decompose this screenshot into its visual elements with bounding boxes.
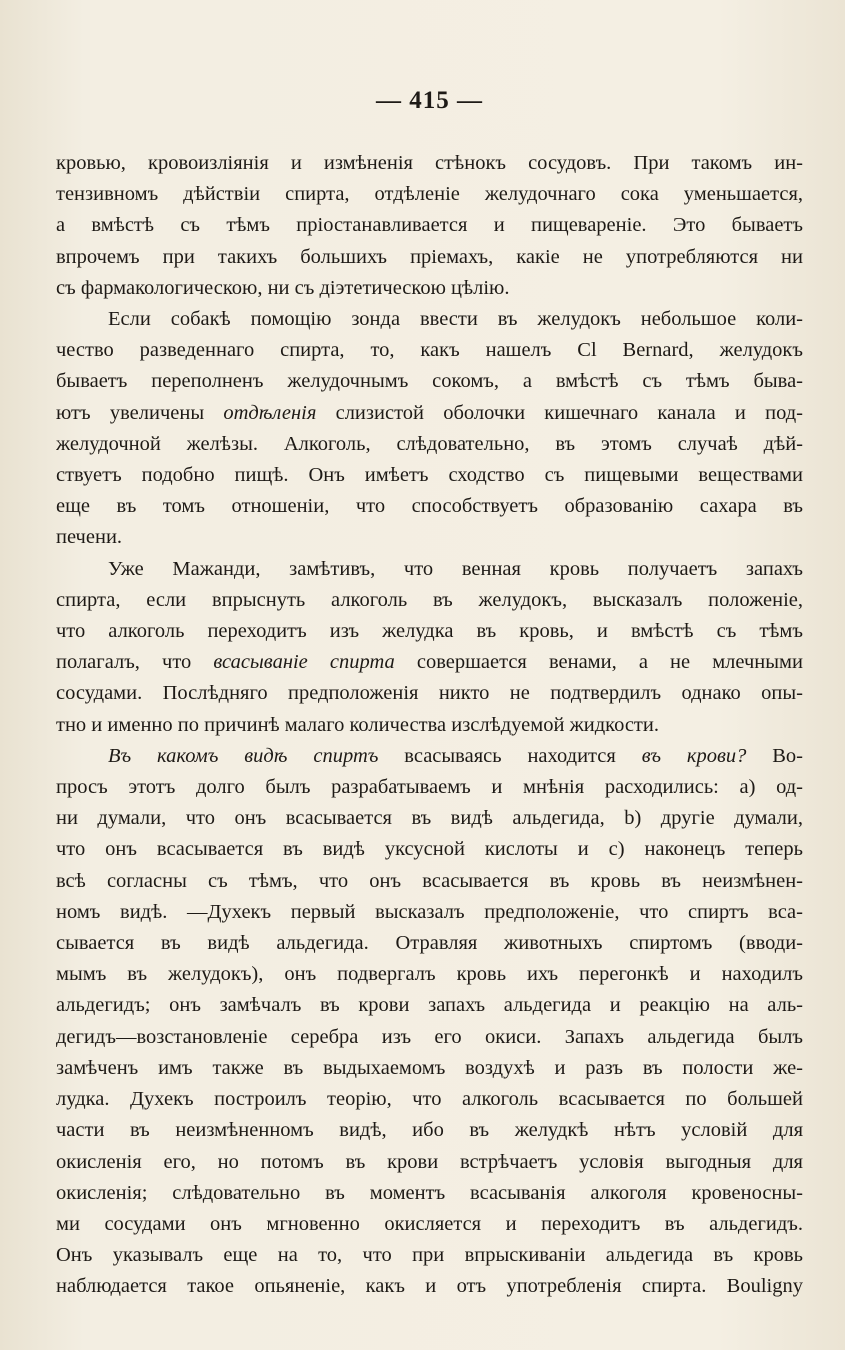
text-run: части въ неизмѣненномъ видѣ, ибо въ желудкѣ нѣтъ условiй для [56, 1119, 803, 1142]
paragraph [56, 148, 803, 304]
text-run: съ фармакологическою, ни съ дiэтетическою цѣлiю. [56, 276, 510, 299]
text-run: чество разведеннаго спирта, то, какъ нашелъ Cl Bernard, желудокъ [56, 339, 803, 362]
text-run: Во- [746, 744, 803, 767]
text-line [56, 1022, 803, 1053]
text-run: номъ видѣ. —Духекъ первый высказалъ предположенiе, что спиртъ вса- [56, 900, 803, 923]
text-run: впрочемъ при такихъ большихъ прiемахъ, какiе не употребляются ни [56, 245, 803, 268]
text-line [56, 1240, 803, 1271]
text-line [56, 522, 803, 553]
text-run: сывается въ видѣ альдегида. Отравляя животныхъ спиртомъ (вводи- [56, 932, 803, 955]
italic-emphasis: Въ какомъ видѣ спиртъ [108, 744, 379, 767]
text-line [56, 1178, 803, 1209]
text-run: еще въ томъ отношенiи, что способствуетъ образованiю сахара въ [56, 495, 803, 518]
text-line [56, 710, 803, 741]
text-line [56, 304, 803, 335]
text-line [56, 616, 803, 647]
text-line [56, 366, 803, 397]
text-run: полагалъ, что [56, 651, 214, 674]
text-run: всѣ согласны съ тѣмъ, что онъ всасывается въ кровь въ неизмѣнен- [56, 869, 803, 892]
text-run: слизистой оболочки кишечнаго канала и под- [316, 401, 803, 424]
text-run: ми сосудами онъ мгновенно окисляется и переходитъ въ альдегидъ. [56, 1212, 803, 1235]
text-line [56, 179, 803, 210]
text-run: дегидъ—возстановленiе серебра изъ его окиси. Запахъ альдегида былъ [56, 1025, 803, 1048]
text-line [56, 398, 803, 429]
text-run: мымъ въ желудокъ), онъ подвергалъ кровь ихъ перегонкѣ и находилъ [56, 963, 803, 986]
text-run: что алкоголь переходитъ изъ желудка въ кровь, и вмѣстѣ съ тѣмъ [56, 620, 803, 643]
text-line [56, 148, 803, 179]
text-line [56, 554, 803, 585]
body-text [56, 148, 803, 1303]
paragraph [56, 741, 803, 1303]
paragraph [56, 304, 803, 554]
text-line [56, 1209, 803, 1240]
text-line [56, 242, 803, 273]
text-run: кровью, кровоизлiянiя и измѣненiя стѣнокъ сосудовъ. При такомъ ин- [56, 152, 803, 174]
text-line [56, 741, 803, 772]
text-line [56, 772, 803, 803]
text-line [56, 429, 803, 460]
text-line [56, 959, 803, 990]
text-line [56, 678, 803, 709]
text-run: всасываясь находится [378, 744, 642, 767]
text-run: альдегидъ; онъ замѣчалъ въ крови запахъ альдегида и реакцiю на аль- [56, 994, 803, 1017]
text-run: лудка. Духекъ построилъ теорiю, что алкоголь всасывается по большей [56, 1088, 803, 1111]
text-line [56, 866, 803, 897]
text-run: а вмѣстѣ съ тѣмъ прiостанавливается и пищеваренiе. Это бываетъ [56, 214, 803, 237]
text-run: ни думали, что онъ всасывается въ видѣ альдегида, b) другiе думали, [56, 807, 803, 830]
italic-emphasis: отдѣленiя [223, 401, 317, 424]
text-run: окисленiя его, но потомъ въ крови встрѣчаетъ условiя выгодныя для [56, 1150, 803, 1173]
text-run: просъ этотъ долго былъ разрабатываемъ и мнѣнiя расходились: a) од- [56, 776, 803, 799]
text-line [56, 928, 803, 959]
text-run: ютъ увеличены [56, 401, 224, 424]
text-line [56, 1084, 803, 1115]
text-line [56, 1271, 803, 1302]
text-run: совершается венами, а не млечными [394, 651, 803, 674]
text-run: печени. [56, 526, 123, 549]
page-number: — 415 — [376, 87, 483, 114]
text-run: замѣченъ имъ также въ выдыхаемомъ воздухѣ и разъ въ полости же- [56, 1056, 803, 1079]
text-line [56, 1147, 803, 1178]
text-line [56, 990, 803, 1021]
text-run: тензивномъ дѣйствiи спирта, отдѣленiе желудочнаго сока уменьшается, [56, 183, 803, 206]
text-line [56, 897, 803, 928]
italic-emphasis: всасыванiе спирта [213, 651, 395, 674]
text-line [56, 491, 803, 522]
text-run: Онъ указывалъ еще на то, что при впрыскиванiи альдегида въ кровь [56, 1244, 803, 1267]
text-run: что онъ всасывается въ видѣ уксусной кислоты и c) наконецъ теперь [56, 838, 803, 861]
text-line [56, 460, 803, 491]
text-line [56, 273, 803, 304]
text-line [56, 335, 803, 366]
text-run: ствуетъ подобно пищѣ. Онъ имѣетъ сходство съ пищевыми веществами [56, 464, 803, 487]
text-run: Уже Мажанди, замѣтивъ, что венная кровь получаетъ запахъ [108, 557, 803, 580]
text-line [56, 834, 803, 865]
text-run: тно и именно по причинѣ малаго количества изслѣдуемой жидкости. [56, 713, 659, 736]
text-line [56, 585, 803, 616]
text-line [56, 210, 803, 241]
text-line [56, 803, 803, 834]
italic-emphasis: въ крови? [641, 744, 747, 767]
text-line [56, 647, 803, 678]
text-run: сосудами. Послѣдняго предположенiя никто не подтвердилъ однако опы- [56, 682, 803, 705]
text-run: спирта, если впрыснуть алкоголь въ желудокъ, высказалъ положенiе, [56, 588, 803, 611]
paragraph [56, 554, 803, 741]
text-run: желудочной желѣзы. Алкоголь, слѣдовательно, въ этомъ случаѣ дѣй- [56, 432, 803, 455]
text-run: окисленiя; слѣдовательно въ моментъ всасыванiя алкоголя кровеносны- [56, 1181, 803, 1204]
text-line [56, 1053, 803, 1084]
text-run: наблюдается такое опьяненiе, какъ и отъ употребленiя спирта. Bouligny [56, 1275, 803, 1298]
text-run: Если собакѣ помощiю зонда ввести въ желудокъ небольшое коли- [108, 308, 803, 331]
text-line [56, 1115, 803, 1146]
text-run: бываетъ переполненъ желудочнымъ сокомъ, а вмѣстѣ съ тѣмъ быва- [56, 370, 803, 393]
